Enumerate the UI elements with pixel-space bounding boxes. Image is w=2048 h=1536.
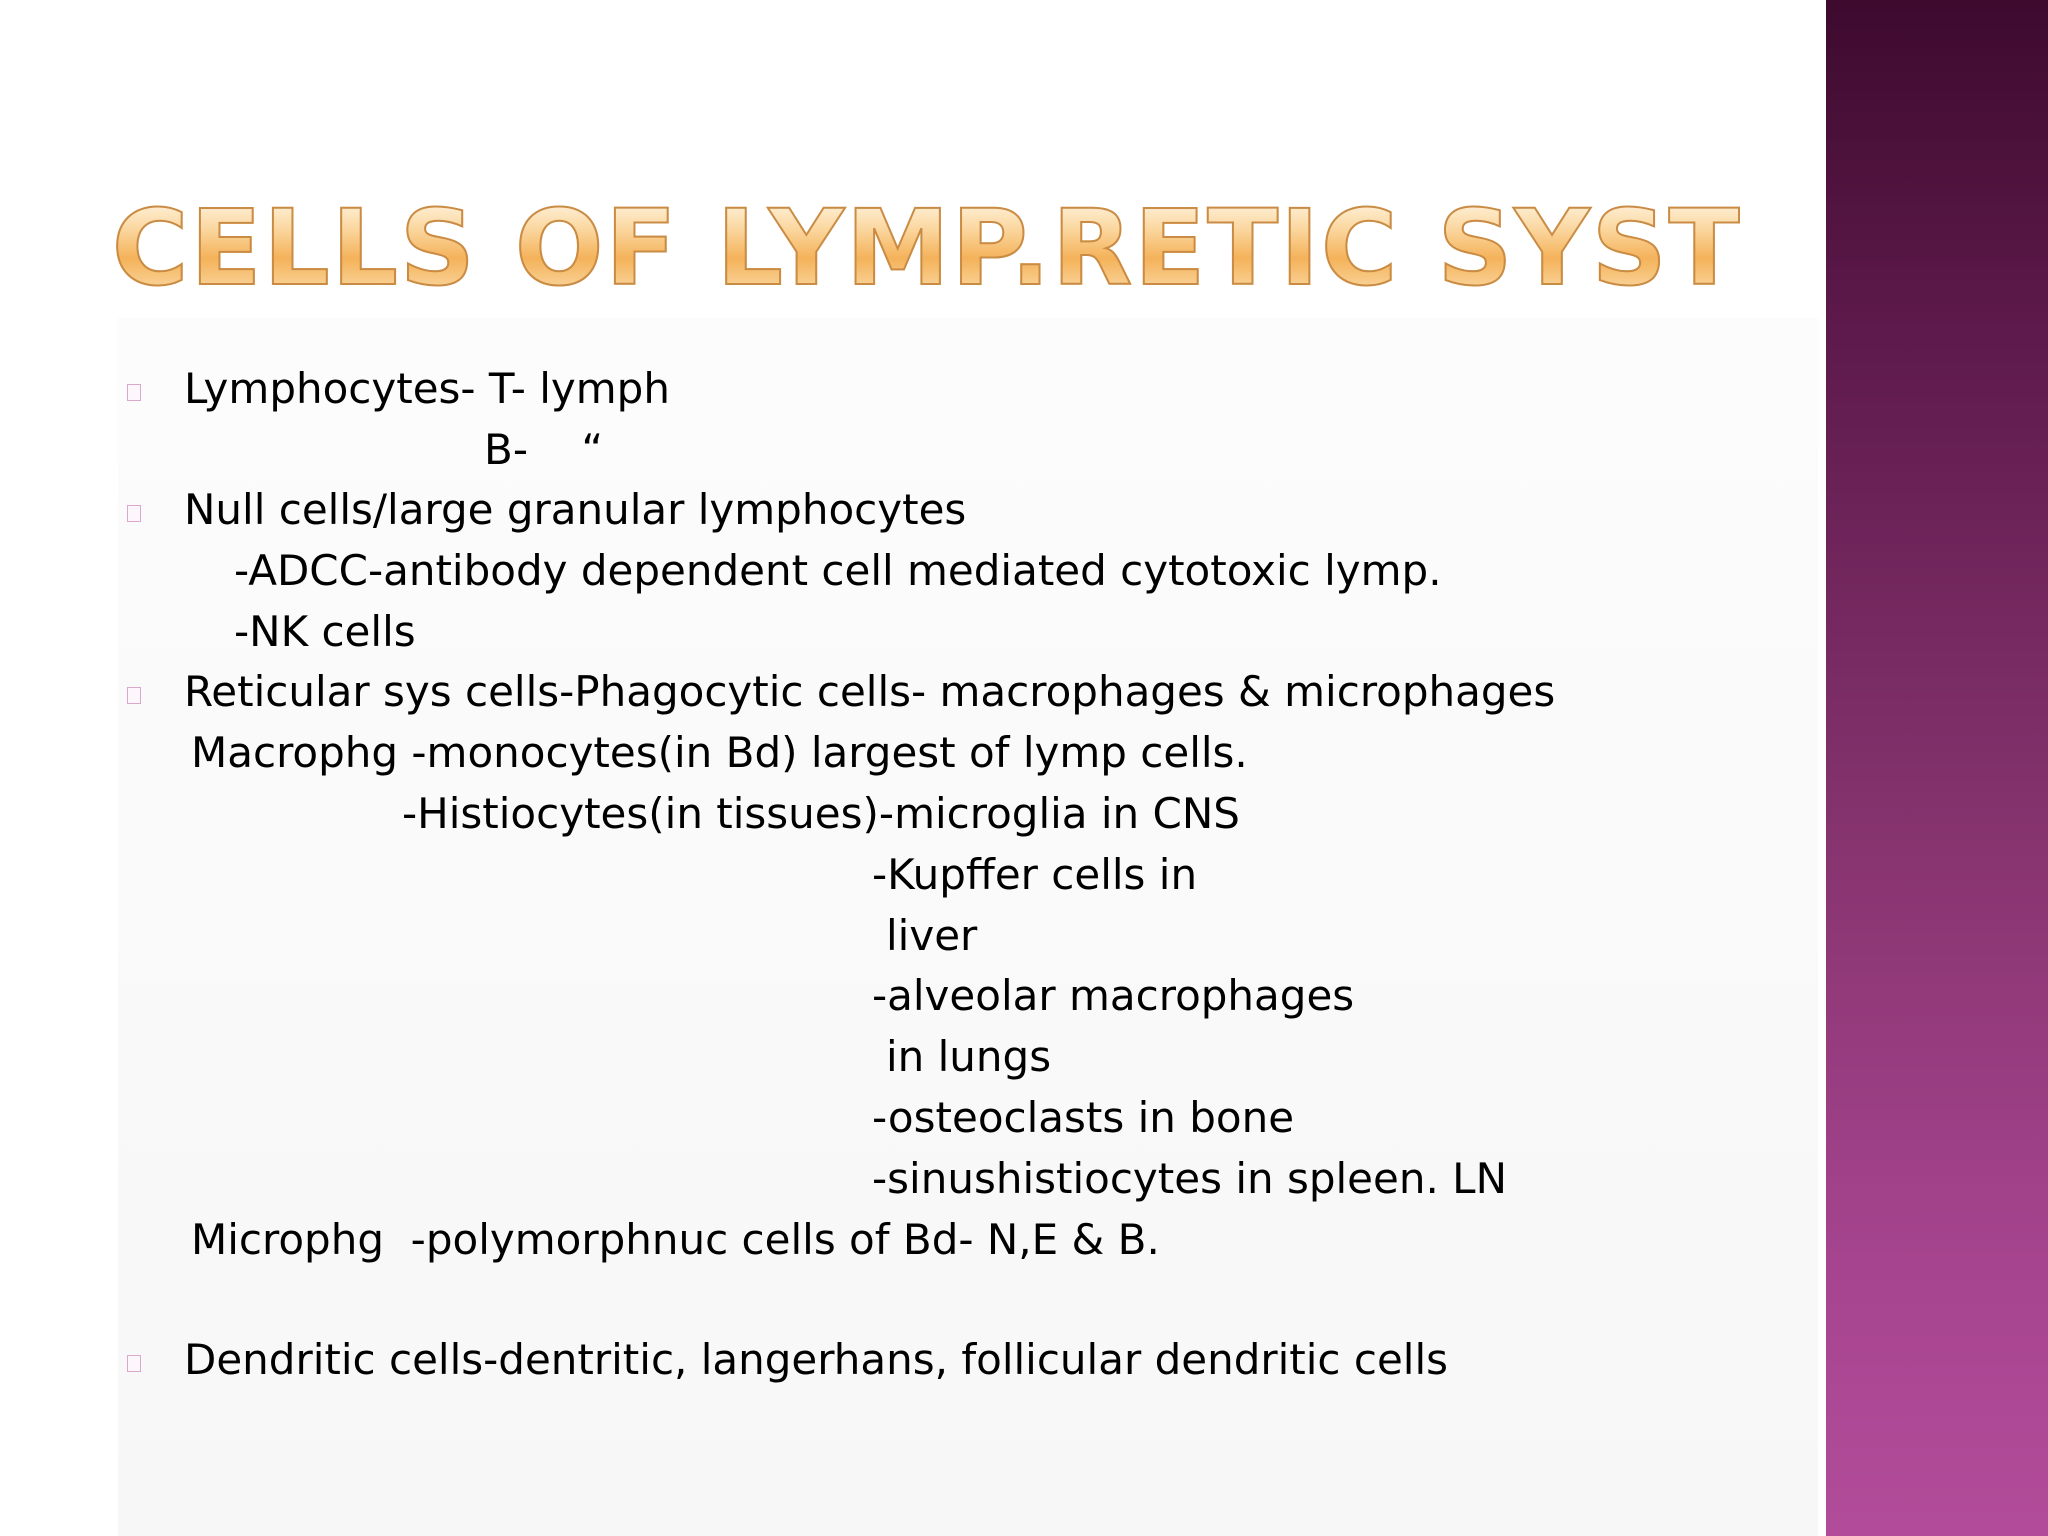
body-line-histiocytes: -Histiocytes(in tissues)-microglia in CNS bbox=[402, 789, 1240, 838]
slide-title: CELLS OF LYMP.RETIC SYST bbox=[112, 187, 1742, 309]
bullet-icon bbox=[127, 1355, 141, 1372]
body-line-kupffer: -Kupffer cells in bbox=[872, 850, 1198, 899]
body-line-adcc: -ADCC-antibody dependent cell mediated cytotoxic lymp. bbox=[234, 546, 1442, 595]
bullet-icon bbox=[127, 505, 141, 522]
body-line-null-cells: Null cells/large granular lymphocytes bbox=[184, 485, 967, 534]
body-line-lymphocytes: Lymphocytes- T- lymph bbox=[184, 364, 670, 413]
body-line-sinushistiocytes: -sinushistiocytes in spleen. LN bbox=[872, 1154, 1507, 1203]
body-line-microphg: Microphg -polymorphnuc cells of Bd- N,E & B. bbox=[191, 1215, 1160, 1264]
body-line-dendritic: Dendritic cells-dentritic, langerhans, follicular dendritic cells bbox=[184, 1335, 1449, 1384]
body-line-nk-cells: -NK cells bbox=[234, 607, 416, 656]
bullet-icon bbox=[127, 384, 141, 401]
body-line-osteoclasts: -osteoclasts in bone bbox=[872, 1093, 1295, 1142]
body-line-in-lungs: in lungs bbox=[886, 1032, 1052, 1081]
decorative-side-band bbox=[1826, 0, 2048, 1536]
body-line-b-lymph: B- “ bbox=[484, 425, 604, 474]
bullet-icon bbox=[127, 687, 141, 704]
body-line-reticular: Reticular sys cells-Phagocytic cells- macrophages & microphages bbox=[184, 667, 1556, 716]
body-line-alveolar: -alveolar macrophages bbox=[872, 971, 1355, 1020]
body-line-macrophg: Macrophg -monocytes(in Bd) largest of lymp cells. bbox=[191, 728, 1248, 777]
body-line-liver: liver bbox=[886, 911, 978, 960]
